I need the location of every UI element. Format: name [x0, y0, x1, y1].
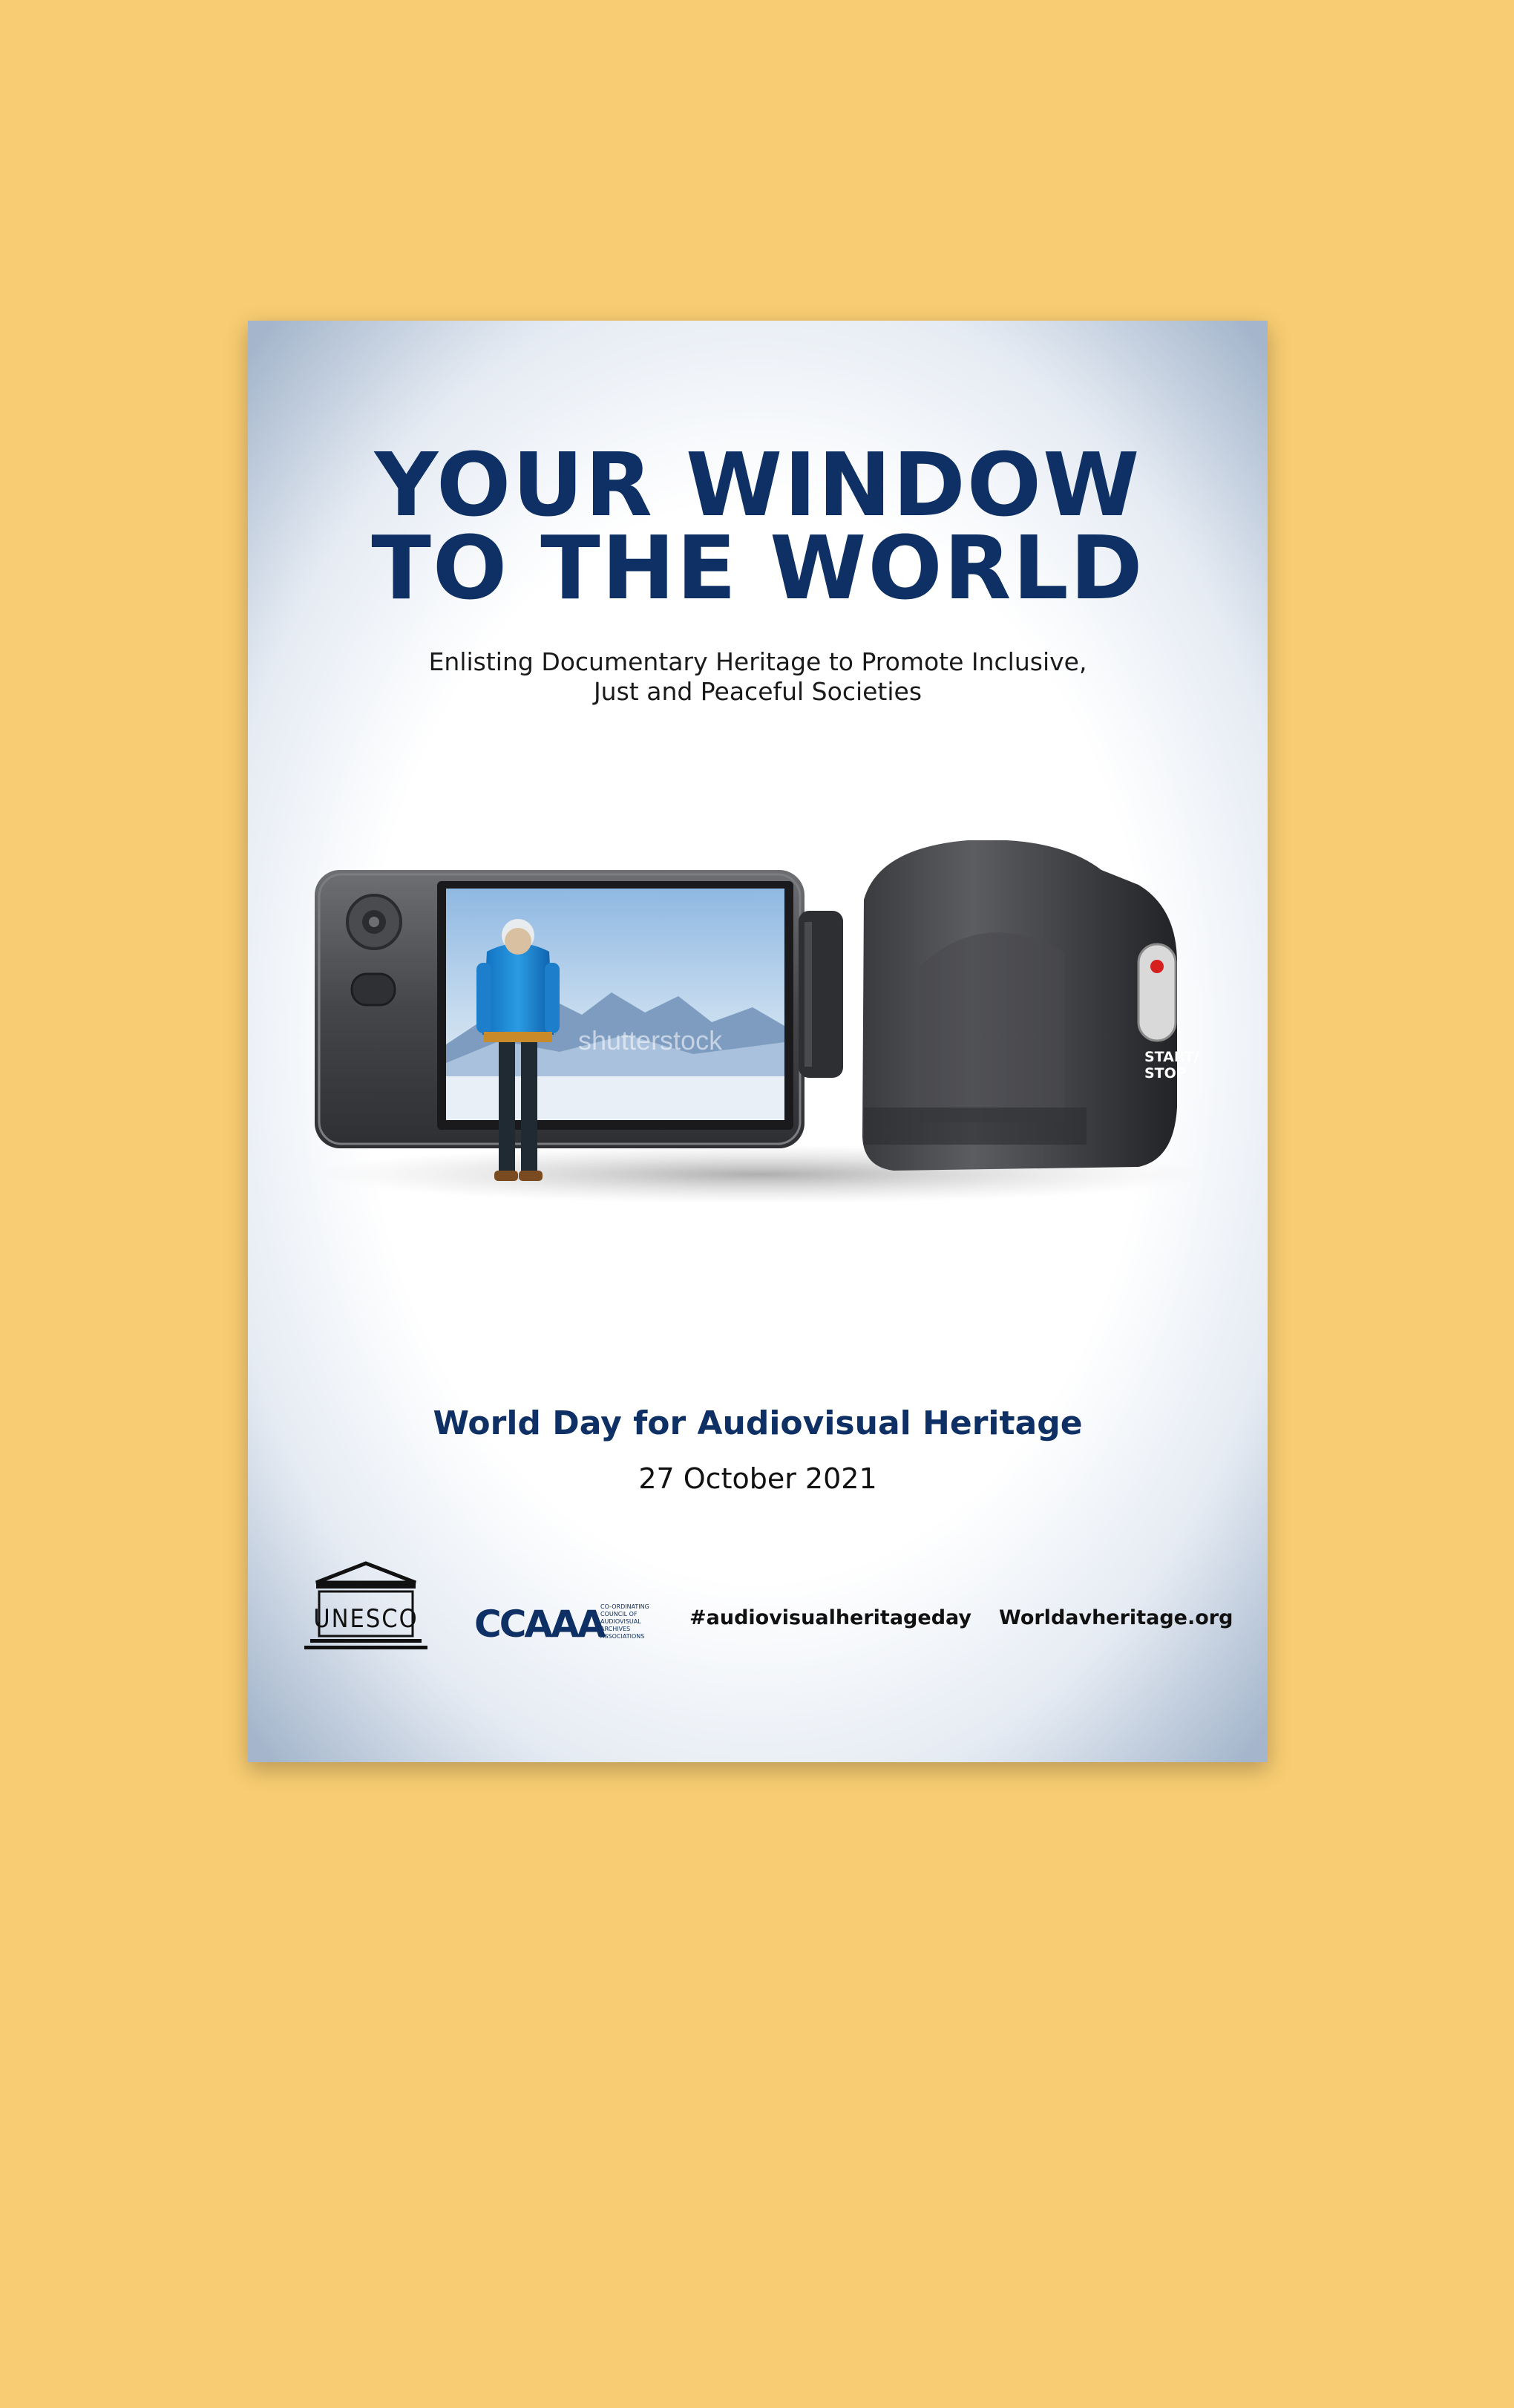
screen-watermark: shutterstock	[578, 1025, 723, 1056]
subtitle-line-1: Enlisting Documentary Heritage to Promote Inclusive,	[428, 647, 1087, 676]
title-line-2: TO THE WORLD	[371, 517, 1144, 619]
subtitle-line-2: Just and Peaceful Societies	[593, 677, 923, 706]
unesco-logo-text: UNESCO	[313, 1604, 419, 1634]
camera-small-button	[352, 974, 395, 1005]
ccaaa-logo-text: CCAAA	[474, 1603, 604, 1646]
record-button-icon	[1138, 944, 1176, 1041]
subtitle	[248, 647, 1268, 707]
title-line-1: YOUR WINDOW	[374, 433, 1141, 536]
camcorder-illustration	[315, 840, 1205, 1286]
camera-joystick-icon	[347, 895, 401, 949]
hashtag-text: #audiovisualheritageday	[689, 1606, 972, 1629]
event-name: World Day for Audiovisual Heritage	[433, 1404, 1083, 1442]
svg-text:ASSOCIATIONS: ASSOCIATIONS	[600, 1633, 645, 1640]
website-link[interactable]: Worldavheritage.org	[999, 1606, 1233, 1629]
start-stop-label-2: STOP	[1144, 1065, 1187, 1082]
svg-text:ARCHIVES: ARCHIVES	[600, 1626, 631, 1632]
unesco-temple-icon	[301, 1560, 431, 1657]
ccaaa-logo	[474, 1594, 652, 1646]
page-title	[248, 433, 1268, 619]
event-date: 27 October 2021	[638, 1462, 877, 1495]
svg-text:CO-ORDINATING: CO-ORDINATING	[600, 1603, 649, 1610]
poster	[248, 321, 1268, 1762]
svg-text:AUDIOVISUAL: AUDIOVISUAL	[600, 1618, 641, 1625]
start-stop-label-1: START/	[1144, 1049, 1199, 1065]
svg-text:COUNCIL OF: COUNCIL OF	[600, 1611, 638, 1617]
footer	[248, 1560, 1268, 1672]
